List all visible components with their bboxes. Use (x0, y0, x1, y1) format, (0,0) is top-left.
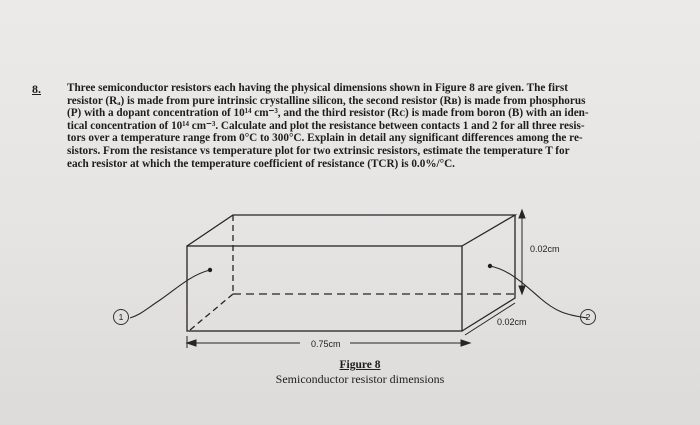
problem-line: resistor (Rₐ) is made from pure intrinsic crystalline silicon, the second resistor (Rʙ) is made from phosphorus (67, 94, 586, 107)
top-face (187, 215, 515, 246)
lead-wire-right (490, 266, 588, 318)
problem-number: 8. (32, 82, 41, 96)
hidden-edge-diagonal (190, 294, 233, 330)
lead-wire-left (130, 270, 210, 318)
length-label: 0.75cm (311, 339, 341, 349)
problem-line: tical concentration of 10¹⁴ cm⁻³. Calculate and plot the resistance between contacts 1 and 2 for all three resis- (67, 119, 585, 132)
figure-caption (240, 359, 480, 387)
width-label: 0.02cm (497, 317, 527, 327)
problem-line: (P) with a dopant concentration of 10¹⁴ cm⁻³, and the third resistor (Rᴄ) is made from boron (B) with an iden- (67, 107, 589, 120)
problem-line: Three semiconductor resistors each having the physical dimensions shown in Figure 8 are given. The first (67, 82, 568, 94)
problem-line: sistors. From the resistance vs temperature plot for two extrinsic resistors, estimate the temperature T for (67, 144, 570, 157)
problem-line: tors over a temperature range from 0°C to 300°C. Explain in detail any significant differences among the re- (67, 132, 583, 145)
figure-title: Figure 8 (339, 359, 381, 371)
height-label: 0.02cm (530, 244, 560, 254)
front-face (187, 246, 462, 331)
problem-line: each resistor at which the temperature coefficient of resistance (TCR) is 0.0%/°C. (67, 157, 455, 170)
contact-1-marker: 1 (113, 309, 129, 325)
figure-subtitle: Semiconductor resistor dimensions (275, 372, 445, 386)
contact-2-marker: 2 (580, 309, 596, 325)
